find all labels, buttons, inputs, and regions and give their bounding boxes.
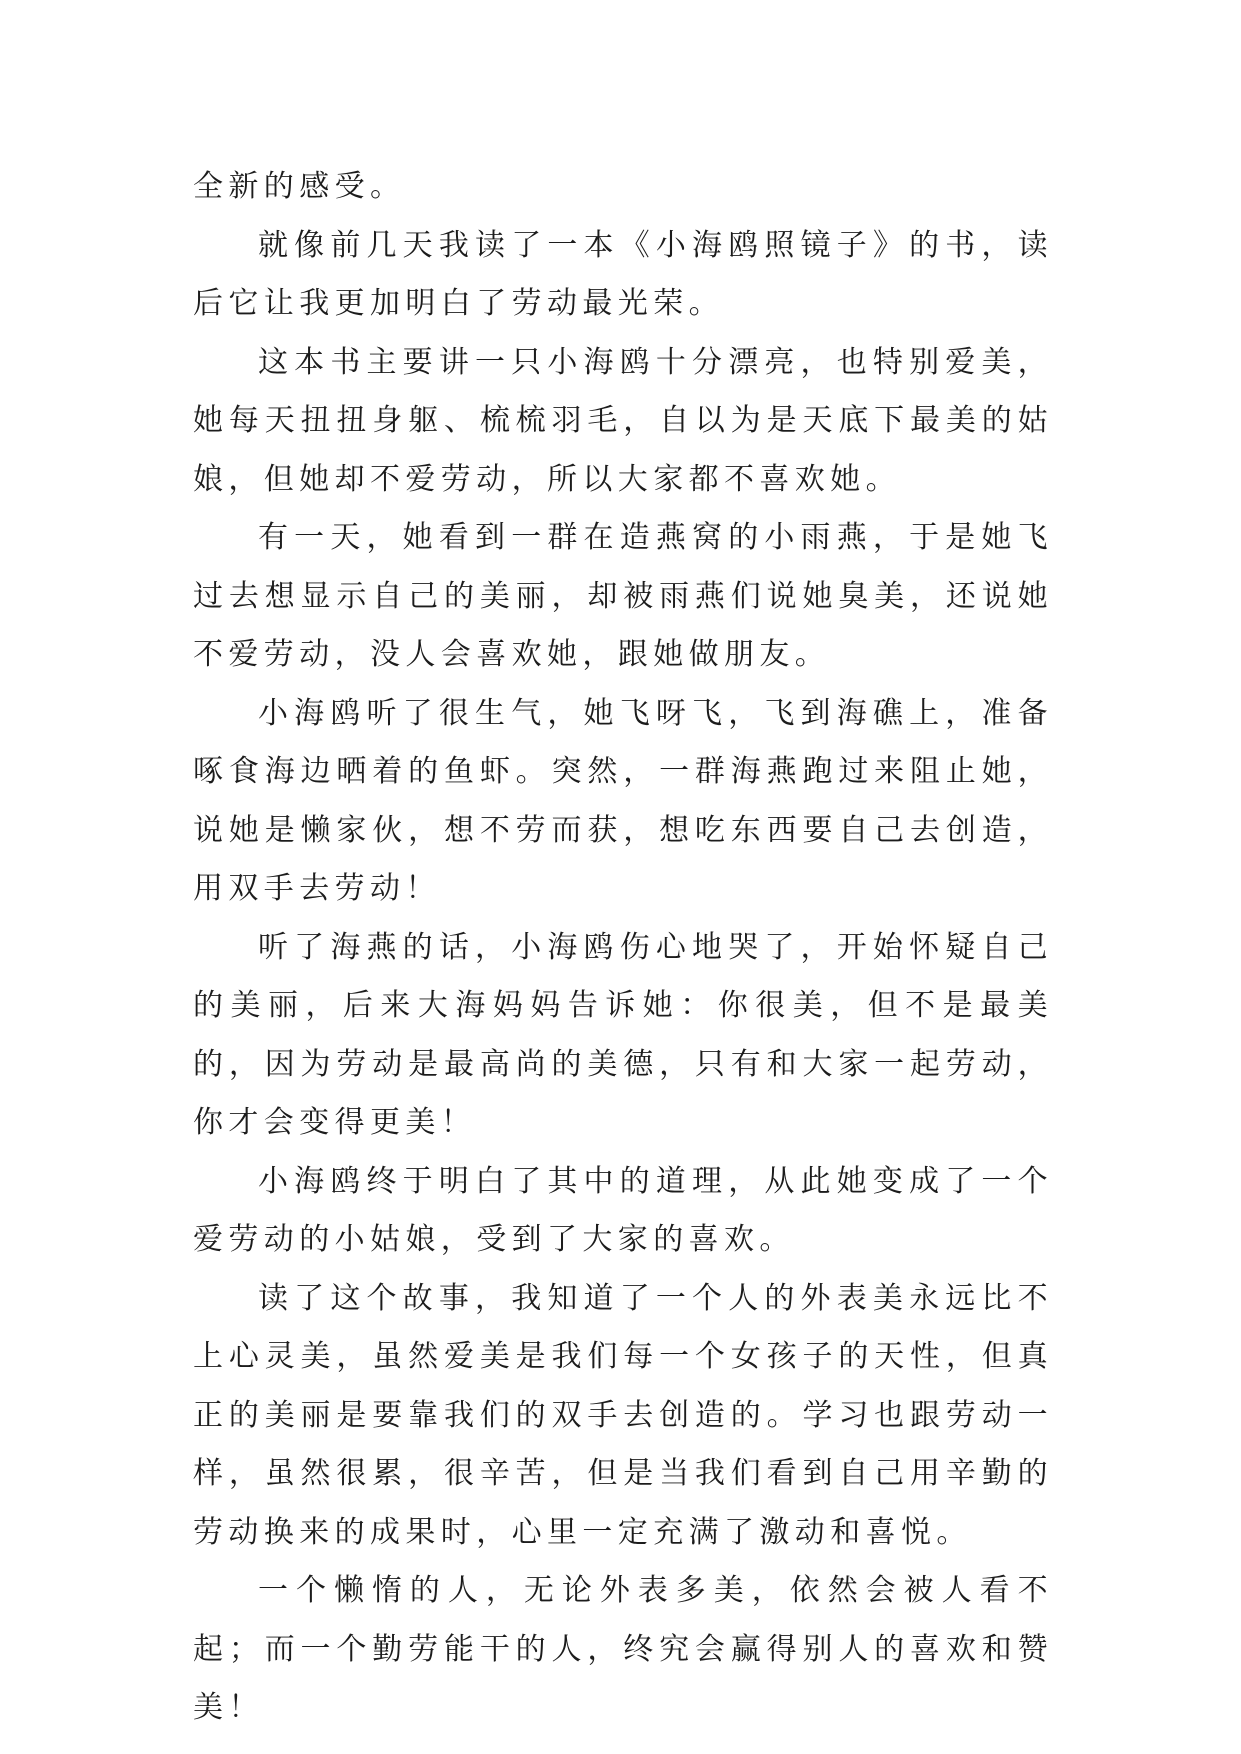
- paragraph: 全新的感受。: [193, 169, 406, 204]
- document-body: [193, 158, 1053, 1738]
- paragraph: 读了这个故事，我知道了一个人的外表美永远比不上心灵美，虽然爱美是我们每一个女孩子的天性，但真正的美丽是要靠我们的双手去创造的。学习也跟劳动一样，虽然很累，很辛苦，但是当我们看到自己用辛勤的劳动换来的成果时，心里一定充满了激动和喜悦。: [193, 1280, 1053, 1550]
- paragraph: 一个懒惰的人，无论外表多美，依然会被人看不起；而一个勤劳能干的人，终究会赢得别人的喜欢和赞美！: [193, 1573, 1053, 1725]
- paragraph: 这本书主要讲一只小海鸥十分漂亮，也特别爱美，她每天扭扭身躯、梳梳羽毛，自以为是天底下最美的姑娘，但她却不爱劳动，所以大家都不喜欢她。: [193, 344, 1053, 497]
- paragraph: 听了海燕的话，小海鸥伤心地哭了，开始怀疑自己的美丽，后来大海妈妈告诉她：你很美，但不是最美的，因为劳动是最高尚的美德，只有和大家一起劳动，你才会变得更美！: [193, 929, 1053, 1140]
- paragraph: 有一天，她看到一群在造燕窝的小雨燕，于是她飞过去想显示自己的美丽，却被雨燕们说她臭美，还说她不爱劳动，没人会喜欢她，跟她做朋友。: [193, 520, 1053, 672]
- paragraph: 就像前几天我读了一本《小海鸥照镜子》的书，读后它让我更加明白了劳动最光荣。: [193, 227, 1053, 321]
- paragraph: 小海鸥听了很生气，她飞呀飞，飞到海礁上，准备啄食海边晒着的鱼虾。突然，一群海燕跑过来阻止她，说她是懒家伙，想不劳而获，想吃东西要自己去创造，用双手去劳动！: [193, 695, 1053, 906]
- paragraph: 小海鸥终于明白了其中的道理，从此她变成了一个爱劳动的小姑娘，受到了大家的喜欢。: [193, 1163, 1053, 1257]
